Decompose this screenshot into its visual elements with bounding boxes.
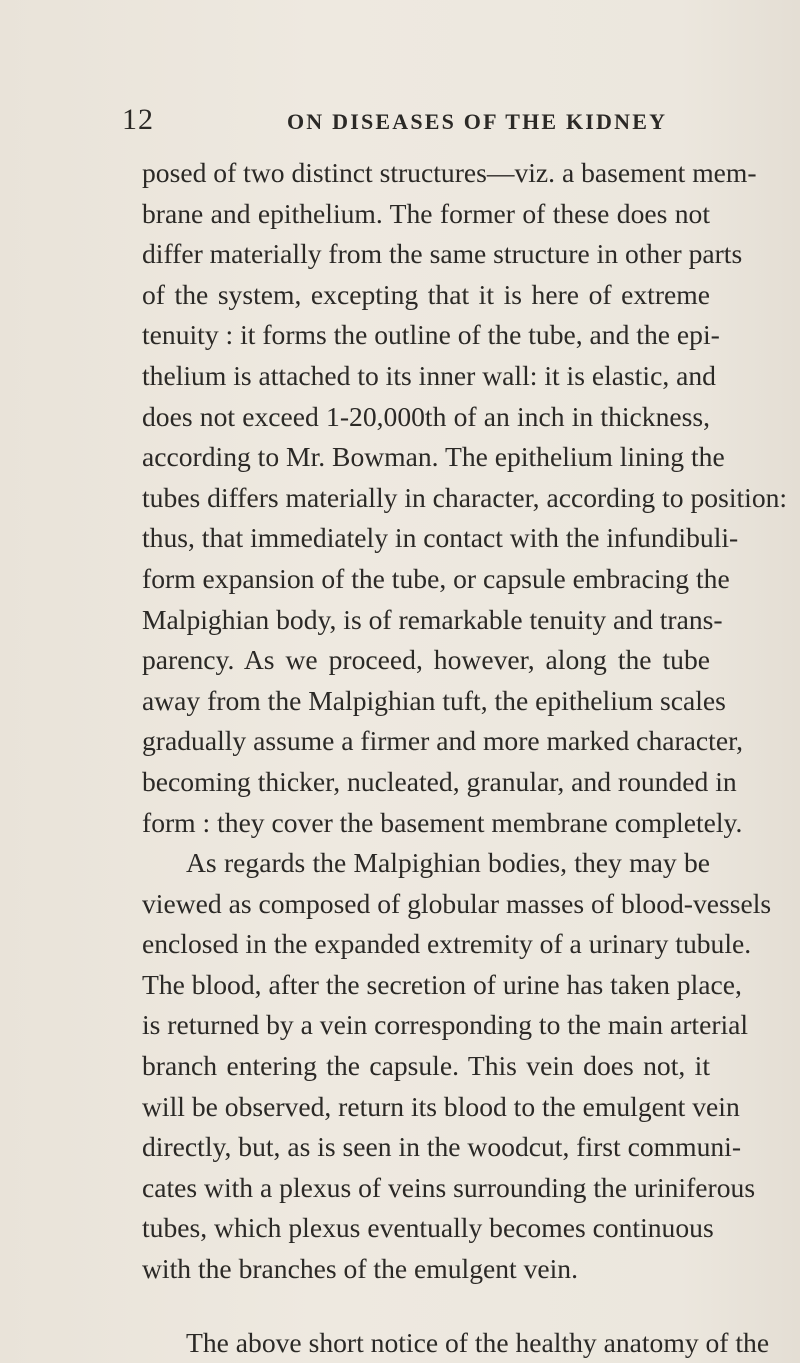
running-head: ON DISEASES OF THE KIDNEY xyxy=(287,109,668,134)
text-line: directly, but, as is seen in the woodcut, first communi- xyxy=(142,1131,742,1163)
text-line: The blood, after the secretion of urine has taken place, xyxy=(142,968,742,1000)
text-line: away from the Malpighian tuft, the epithelium scales xyxy=(142,684,726,716)
text-line: tubes, which plexus eventually becomes continuous xyxy=(142,1212,714,1244)
text-line: As regards the Malpighian bodies, they may be xyxy=(186,847,710,879)
text-line: according to Mr. Bowman. The epithelium lining the xyxy=(142,441,725,473)
text-line: thelium is attached to its inner wall: it is elastic, and xyxy=(142,359,716,391)
text-line: thus, that immediately in contact with the infundibuli- xyxy=(142,522,739,554)
text-line: brane and epithelium. The former of these does not xyxy=(142,197,710,229)
paragraph-2 xyxy=(142,843,772,1290)
text-line: parency. As we proceed, however, along the tube xyxy=(142,644,710,676)
text-line: Malpighian body, is of remarkable tenuity and trans- xyxy=(142,603,723,635)
text-line: tenuity : it forms the outline of the tube, and the epi- xyxy=(142,319,720,351)
text-line: cates with a plexus of veins surrounding the uriniferous xyxy=(142,1171,756,1203)
text-line: form : they cover the basement membrane completely. xyxy=(142,806,743,838)
body-text xyxy=(142,153,788,1363)
text-line: is returned by a vein corresponding to the main arterial xyxy=(142,1009,749,1041)
text-line: viewed as composed of globular masses of blood-vessels xyxy=(142,887,772,919)
text-line: differ materially from the same structure in other parts xyxy=(142,238,743,270)
page-number: 12 xyxy=(122,103,154,136)
paragraph-1 xyxy=(142,153,788,843)
text-line: becoming thicker, nucleated, granular, and rounded in xyxy=(142,765,737,797)
page-header xyxy=(122,100,722,140)
text-line: form expansion of the tube, or capsule embracing the xyxy=(142,562,730,594)
text-line: will be observed, return its blood to the emulgent vein xyxy=(142,1090,740,1122)
paragraph-3 xyxy=(142,1323,770,1363)
text-line: of the system, excepting that it is here of extreme xyxy=(142,278,710,310)
paragraph-gap xyxy=(142,1290,710,1323)
text-line: enclosed in the expanded extremity of a urinary tubule. xyxy=(142,928,752,960)
text-line: does not exceed 1-20,000th of an inch in thickness, xyxy=(142,400,710,432)
text-line: with the branches of the emulgent vein. xyxy=(142,1253,579,1285)
text-line: posed of two distinct structures—viz. a basement mem- xyxy=(142,157,757,188)
text-line: tubes differs materially in character, according to position: xyxy=(142,481,788,513)
text-line: branch entering the capsule. This vein does not, it xyxy=(142,1050,710,1082)
text-line: gradually assume a firmer and more marked character, xyxy=(142,725,744,757)
text-line: The above short notice of the healthy anatomy of the xyxy=(186,1326,770,1358)
